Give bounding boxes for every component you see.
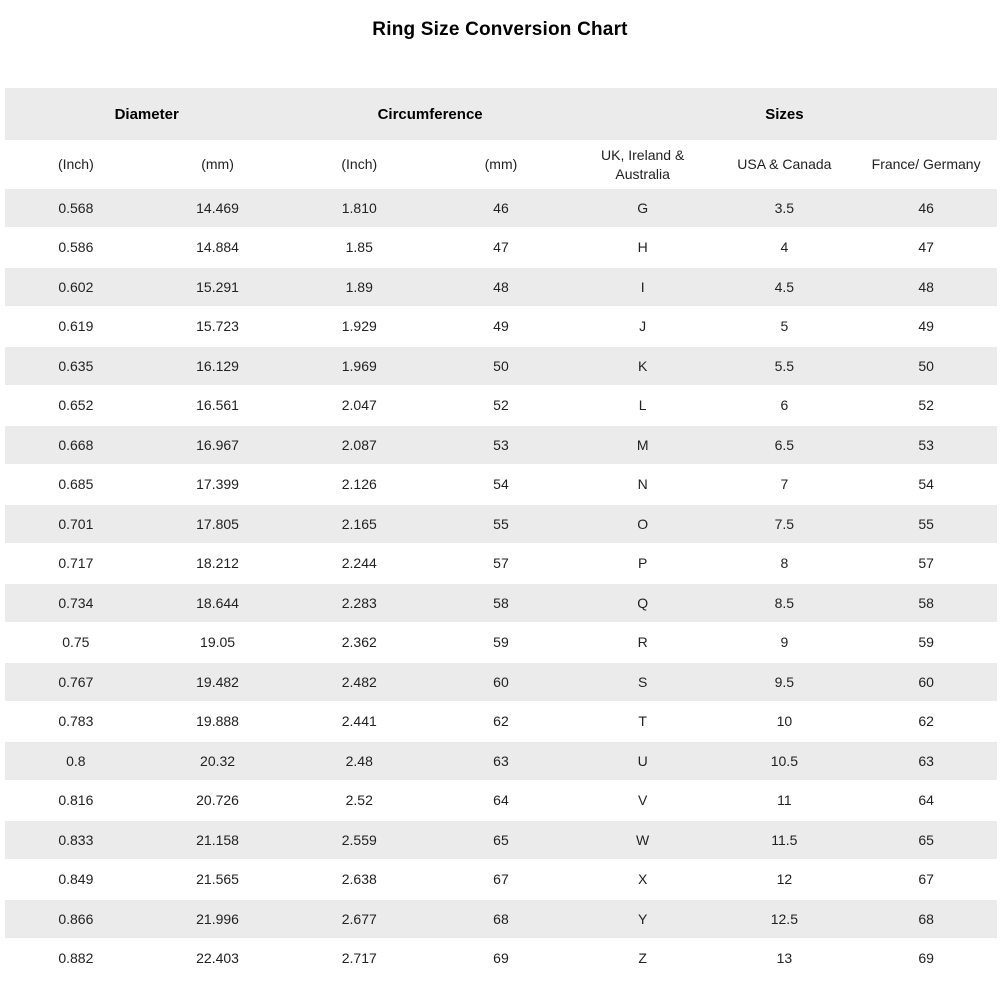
- table-cell: 21.996: [147, 900, 289, 940]
- table-cell: 4.5: [714, 268, 856, 308]
- table-body: [5, 189, 997, 979]
- page-title: Ring Size Conversion Chart: [372, 19, 628, 40]
- table-cell: 20.32: [147, 742, 289, 782]
- table-cell: 0.568: [5, 189, 147, 229]
- table-cell: 57: [430, 545, 572, 585]
- table-cell: 0.685: [5, 466, 147, 506]
- table-row: [5, 584, 997, 624]
- table-cell: 46: [855, 189, 997, 229]
- table-cell: 20.726: [147, 782, 289, 822]
- table-cell: 19.482: [147, 663, 289, 703]
- column-header-diameter-mm: (mm): [147, 140, 289, 189]
- table-cell: S: [572, 663, 714, 703]
- table-cell: 2.047: [288, 387, 430, 427]
- column-header-row: [5, 140, 997, 189]
- table-cell: 2.48: [288, 742, 430, 782]
- table-cell: 16.561: [147, 387, 289, 427]
- table-cell: 52: [855, 387, 997, 427]
- table-cell: 3.5: [714, 189, 856, 229]
- table-cell: 2.165: [288, 505, 430, 545]
- table-row: [5, 624, 997, 664]
- table-cell: 0.75: [5, 624, 147, 664]
- group-header-row: [5, 88, 997, 140]
- column-header-france-germany: France/ Germany: [855, 140, 997, 189]
- table-cell: 0.652: [5, 387, 147, 427]
- table-cell: 67: [430, 861, 572, 901]
- table-cell: 0.701: [5, 505, 147, 545]
- column-header-circumference-inch: (Inch): [288, 140, 430, 189]
- table-cell: V: [572, 782, 714, 822]
- table-row: [5, 387, 997, 427]
- table-cell: 47: [430, 229, 572, 269]
- table-cell: 19.888: [147, 703, 289, 743]
- table-cell: Z: [572, 940, 714, 980]
- table-cell: 53: [855, 426, 997, 466]
- table-cell: N: [572, 466, 714, 506]
- column-header-usa-canada: USA & Canada: [714, 140, 856, 189]
- table-cell: 7: [714, 466, 856, 506]
- table-row: [5, 426, 997, 466]
- table-cell: 2.482: [288, 663, 430, 703]
- table-cell: 68: [430, 900, 572, 940]
- table-cell: 13: [714, 940, 856, 980]
- table-cell: 0.635: [5, 347, 147, 387]
- table-cell: 0.882: [5, 940, 147, 980]
- table-cell: 62: [430, 703, 572, 743]
- table-cell: 46: [430, 189, 572, 229]
- table-cell: 49: [430, 308, 572, 348]
- table-cell: 10.5: [714, 742, 856, 782]
- table-cell: 0.8: [5, 742, 147, 782]
- table-cell: 60: [855, 663, 997, 703]
- table-cell: H: [572, 229, 714, 269]
- table-cell: 49: [855, 308, 997, 348]
- table-cell: 2.362: [288, 624, 430, 664]
- table-cell: 18.212: [147, 545, 289, 585]
- column-header-circumference-mm: (mm): [430, 140, 572, 189]
- table-cell: 0.833: [5, 821, 147, 861]
- table-cell: 54: [430, 466, 572, 506]
- table-cell: 1.969: [288, 347, 430, 387]
- table-cell: 64: [855, 782, 997, 822]
- table-cell: 50: [430, 347, 572, 387]
- table-cell: 0.849: [5, 861, 147, 901]
- table-cell: 0.816: [5, 782, 147, 822]
- table-cell: 12: [714, 861, 856, 901]
- table-row: [5, 782, 997, 822]
- table-cell: 2.52: [288, 782, 430, 822]
- table-row: [5, 466, 997, 506]
- table-cell: 1.929: [288, 308, 430, 348]
- table-row: [5, 308, 997, 348]
- table-cell: 0.783: [5, 703, 147, 743]
- table-cell: 1.85: [288, 229, 430, 269]
- table-cell: 6: [714, 387, 856, 427]
- table-cell: 0.619: [5, 308, 147, 348]
- table-cell: 68: [855, 900, 997, 940]
- table-cell: 2.441: [288, 703, 430, 743]
- table-cell: I: [572, 268, 714, 308]
- table-row: [5, 940, 997, 980]
- table-row: [5, 663, 997, 703]
- table-cell: 6.5: [714, 426, 856, 466]
- table-row: [5, 268, 997, 308]
- group-header-circumference: Circumference: [288, 88, 571, 140]
- table-cell: L: [572, 387, 714, 427]
- table-cell: 69: [430, 940, 572, 980]
- table-cell: 2.677: [288, 900, 430, 940]
- table-cell: Q: [572, 584, 714, 624]
- column-header-diameter-inch: (Inch): [5, 140, 147, 189]
- table-cell: 12.5: [714, 900, 856, 940]
- table-cell: 0.866: [5, 900, 147, 940]
- table-cell: 53: [430, 426, 572, 466]
- table-cell: 55: [430, 505, 572, 545]
- table-cell: 0.586: [5, 229, 147, 269]
- table-cell: O: [572, 505, 714, 545]
- table-cell: 0.717: [5, 545, 147, 585]
- table-cell: 60: [430, 663, 572, 703]
- table-cell: 14.469: [147, 189, 289, 229]
- group-header-sizes: Sizes: [572, 88, 997, 140]
- table-cell: 55: [855, 505, 997, 545]
- table-cell: 11: [714, 782, 856, 822]
- table-cell: 16.967: [147, 426, 289, 466]
- table-cell: M: [572, 426, 714, 466]
- table-row: [5, 703, 997, 743]
- table-cell: 21.158: [147, 821, 289, 861]
- table-cell: 5: [714, 308, 856, 348]
- table-cell: 2.126: [288, 466, 430, 506]
- table-row: [5, 189, 997, 229]
- table-row: [5, 505, 997, 545]
- table-cell: 22.403: [147, 940, 289, 980]
- table-cell: 48: [855, 268, 997, 308]
- table-cell: 2.087: [288, 426, 430, 466]
- table-cell: W: [572, 821, 714, 861]
- table-cell: 11.5: [714, 821, 856, 861]
- table-cell: 4: [714, 229, 856, 269]
- table-cell: 5.5: [714, 347, 856, 387]
- table-cell: 2.717: [288, 940, 430, 980]
- table-cell: 52: [430, 387, 572, 427]
- table-cell: 2.283: [288, 584, 430, 624]
- table-cell: 10: [714, 703, 856, 743]
- table-cell: 8: [714, 545, 856, 585]
- table-cell: 21.565: [147, 861, 289, 901]
- table-cell: 65: [430, 821, 572, 861]
- table-cell: 0.668: [5, 426, 147, 466]
- table-cell: K: [572, 347, 714, 387]
- table-row: [5, 545, 997, 585]
- table-cell: 1.810: [288, 189, 430, 229]
- table-cell: 15.723: [147, 308, 289, 348]
- table-cell: 17.399: [147, 466, 289, 506]
- table-cell: 69: [855, 940, 997, 980]
- table-row: [5, 821, 997, 861]
- table-row: [5, 742, 997, 782]
- ring-size-table: [5, 88, 997, 979]
- table-cell: 1.89: [288, 268, 430, 308]
- table-cell: 18.644: [147, 584, 289, 624]
- table-cell: 59: [430, 624, 572, 664]
- table-cell: 63: [430, 742, 572, 782]
- table-row: [5, 861, 997, 901]
- table-cell: 9: [714, 624, 856, 664]
- table-cell: 62: [855, 703, 997, 743]
- table-cell: P: [572, 545, 714, 585]
- table-cell: 47: [855, 229, 997, 269]
- table-cell: 50: [855, 347, 997, 387]
- table-cell: T: [572, 703, 714, 743]
- table-cell: 63: [855, 742, 997, 782]
- table-cell: 0.734: [5, 584, 147, 624]
- table-cell: R: [572, 624, 714, 664]
- table-cell: U: [572, 742, 714, 782]
- table-cell: 9.5: [714, 663, 856, 703]
- column-header-uk-ireland-australia: UK, Ireland & Australia: [572, 140, 714, 189]
- table-cell: 57: [855, 545, 997, 585]
- table-cell: 64: [430, 782, 572, 822]
- table-cell: 2.244: [288, 545, 430, 585]
- table-cell: 58: [430, 584, 572, 624]
- table-cell: 65: [855, 821, 997, 861]
- table-row: [5, 229, 997, 269]
- table-cell: J: [572, 308, 714, 348]
- table-cell: 0.602: [5, 268, 147, 308]
- table-cell: 8.5: [714, 584, 856, 624]
- table-cell: 19.05: [147, 624, 289, 664]
- table-cell: 16.129: [147, 347, 289, 387]
- table-cell: 0.767: [5, 663, 147, 703]
- table-cell: 15.291: [147, 268, 289, 308]
- table-cell: 54: [855, 466, 997, 506]
- table-cell: Y: [572, 900, 714, 940]
- table-row: [5, 347, 997, 387]
- table-cell: X: [572, 861, 714, 901]
- group-header-diameter: Diameter: [5, 88, 288, 140]
- table-cell: 59: [855, 624, 997, 664]
- table-cell: 67: [855, 861, 997, 901]
- table-cell: 17.805: [147, 505, 289, 545]
- table-cell: 2.638: [288, 861, 430, 901]
- table-cell: 58: [855, 584, 997, 624]
- table-cell: G: [572, 189, 714, 229]
- table-cell: 48: [430, 268, 572, 308]
- table-cell: 2.559: [288, 821, 430, 861]
- table-cell: 14.884: [147, 229, 289, 269]
- table-cell: 7.5: [714, 505, 856, 545]
- table-row: [5, 900, 997, 940]
